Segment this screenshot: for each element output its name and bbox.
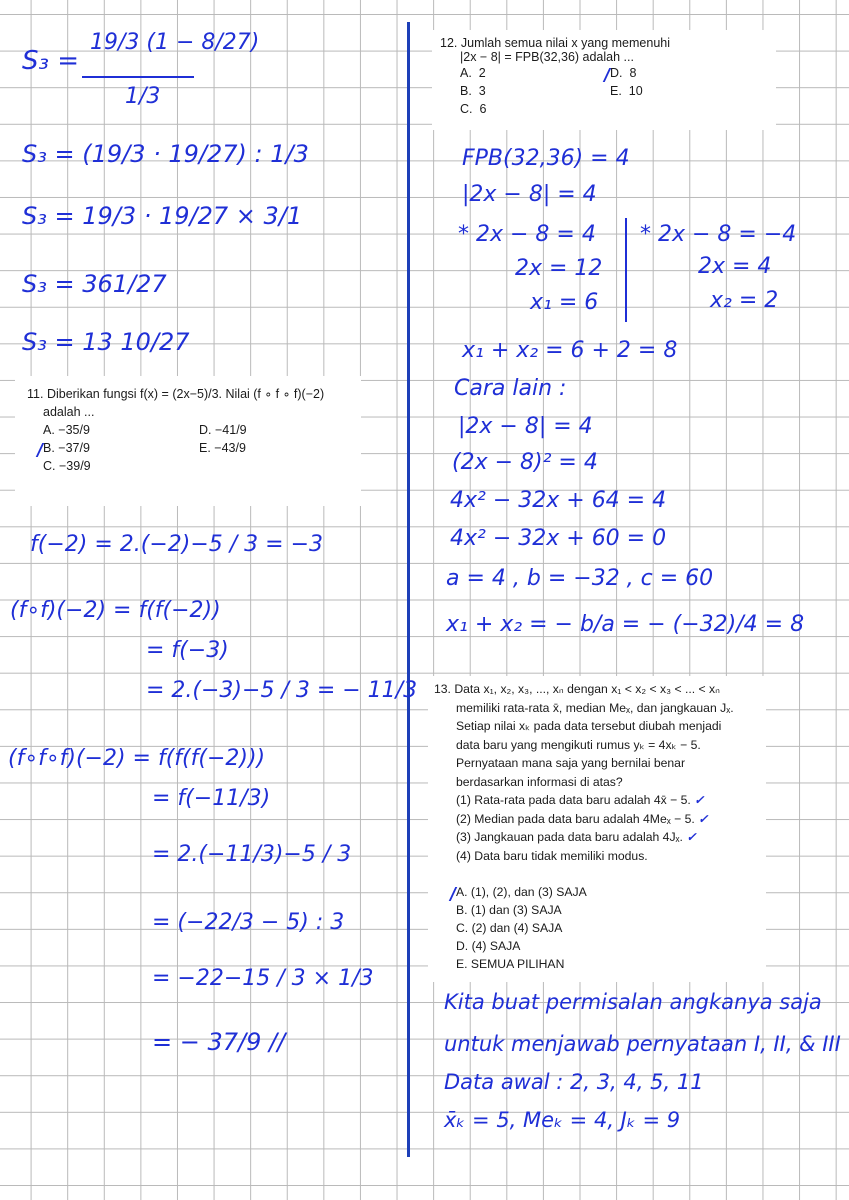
q12-case-divider [625, 218, 627, 322]
s3-line-4: S₃ = 361/27 [22, 270, 167, 298]
f-line-2: (f∘f)(−2) = f(f(−2)) [10, 598, 221, 623]
f-line-3: = f(−3) [146, 638, 229, 663]
q13-line-2: memiliki rata-rata x̄, median Meₓ, dan jangkauan Jₓ. [456, 700, 734, 715]
q12-work-2: |2x − 8| = 4 [462, 182, 597, 207]
q11-option-b[interactable]: B. −37/9 [43, 441, 90, 455]
q13-number: 13. [434, 682, 451, 696]
q13-work-2: untuk menjawab pernyataan I, II, & III [444, 1032, 841, 1056]
check-icon: ✓ [686, 830, 697, 844]
f-line-1: f(−2) = 2.(−2)−5 / 3 = −3 [30, 532, 324, 557]
s3-label: S₃ = [22, 46, 79, 76]
q12-work-1: FPB(32,36) = 4 [462, 146, 630, 171]
q11-option-d[interactable]: D. −41/9 [199, 423, 247, 437]
q12-work-8: x₂ = 2 [710, 288, 779, 313]
q12-work-10: Cara lain : [454, 376, 567, 401]
q12-option-e[interactable]: E. 10 [610, 84, 643, 98]
s3-frac-numerator: 19/3 (1 − 8/27) [90, 30, 260, 55]
q13-work-1: Kita buat permisalan angkanya saja [444, 990, 822, 1014]
f-line-10: = − 37/9 // [152, 1028, 286, 1056]
q13-line-3: Setiap nilai xₖ pada data tersebut diubah menjadi [456, 719, 722, 733]
q12-stem-line2: |2x − 8| = FPB(32,36) adalah ... [460, 50, 634, 64]
s3-line-5: S₃ = 13 10/27 [22, 328, 190, 356]
q12-work-5: x₁ = 6 [530, 290, 599, 315]
q13-option-b[interactable]: B. (1) dan (3) SAJA [456, 903, 562, 917]
question-11 [15, 376, 361, 506]
q12-work-6: * 2x − 8 = −4 [640, 222, 797, 247]
q12-work-13: 4x² − 32x + 64 = 4 [450, 488, 667, 513]
q11-number: 11. [27, 387, 44, 401]
q12-work-14: 4x² − 32x + 60 = 0 [450, 526, 667, 551]
check-icon: ✓ [698, 811, 709, 826]
q13-option-e[interactable]: E. SEMUA PILIHAN [456, 957, 565, 971]
q12-option-a[interactable]: A. 2 [460, 66, 486, 80]
q12-work-9: x₁ + x₂ = 6 + 2 = 8 [462, 338, 678, 363]
q12-option-c[interactable]: C. 6 [460, 102, 487, 116]
q11-stem-line2: adalah ... [43, 405, 95, 419]
q12-stem-line1: Jumlah semua nilai x yang memenuhi [460, 36, 671, 50]
q12-work-3: * 2x − 8 = 4 [458, 222, 596, 247]
q13-work-4: x̄ₖ = 5, Meₖ = 4, Jₖ = 9 [444, 1108, 681, 1132]
q12-option-d[interactable]: D. 8 [610, 66, 637, 80]
q12-work-4: 2x = 12 [515, 256, 603, 281]
s3-frac-bar [82, 76, 194, 78]
s3-line-2: S₃ = (19/3 · 19/27) : 1/3 [22, 140, 309, 168]
q12-number: 12. [440, 36, 458, 50]
q13-option-d[interactable]: D. (4) SAJA [456, 939, 521, 953]
question-13 [428, 676, 766, 982]
f-line-8: = (−22/3 − 5) : 3 [152, 910, 345, 935]
q11-stem: Diberikan fungsi f(x) = (2x−5)/3. Nilai (f ∘ f ∘ f)(−2) [46, 387, 325, 401]
q13-line-6: berdasarkan informasi di atas? [456, 774, 623, 789]
q13-statement-3: (3) Jangkauan pada data baru adalah 4Jₓ. ✓ [456, 830, 697, 844]
q13-line-5: Pernyataan mana saja yang bernilai benar [456, 756, 686, 770]
f-line-7: = 2.(−11/3)−5 / 3 [152, 842, 352, 867]
q11-option-a[interactable]: A. −35/9 [43, 423, 90, 437]
f-line-6: = f(−11/3) [152, 786, 271, 811]
q12-work-7: 2x = 4 [698, 254, 772, 279]
q13-statement-2: (2) Median pada data baru adalah 4Meₓ − 5. ✓ [456, 811, 709, 826]
s3-line-3: S₃ = 19/3 · 19/27 × 3/1 [22, 202, 303, 230]
f-line-5: (f∘f∘f)(−2) = f(f(f(−2))) [8, 746, 266, 771]
q11-option-e[interactable]: E. −43/9 [199, 441, 246, 455]
q13-line-4: data baru yang mengikuti rumus yₖ = 4xₖ − 5. [456, 737, 701, 752]
f-line-9: = −22−15 / 3 × 1/3 [152, 966, 374, 991]
q13-option-a[interactable]: A. (1), (2), dan (3) SAJA [456, 885, 587, 899]
q13-statement-1: (1) Rata-rata pada data baru adalah 4x̄ − 5. ✓ [456, 793, 705, 807]
page-divider [407, 22, 410, 1157]
question-12 [432, 30, 776, 130]
q11-option-c[interactable]: C. −39/9 [43, 459, 91, 473]
q12-work-16: x₁ + x₂ = − b/a = − (−32)/4 = 8 [446, 612, 805, 637]
s3-frac-denominator: 1/3 [125, 84, 161, 109]
q12-work-11: |2x − 8| = 4 [458, 414, 593, 439]
q12-option-b[interactable]: B. 3 [460, 84, 486, 98]
q12-work-15: a = 4 , b = −32 , c = 60 [446, 566, 714, 591]
q13-statement-4: (4) Data baru tidak memiliki modus. [456, 848, 648, 863]
q13-line-1: Data x₁, x₂, x₃, ..., xₙ dengan x₁ < x₂ < x₃ < ... < xₙ [454, 682, 720, 696]
q13-option-c[interactable]: C. (2) dan (4) SAJA [456, 921, 563, 935]
q13-work-3: Data awal : 2, 3, 4, 5, 11 [444, 1070, 704, 1094]
check-icon: ✓ [694, 793, 705, 807]
q12-work-12: (2x − 8)² = 4 [452, 450, 598, 475]
f-line-4: = 2.(−3)−5 / 3 = − 11/3 [146, 678, 418, 703]
